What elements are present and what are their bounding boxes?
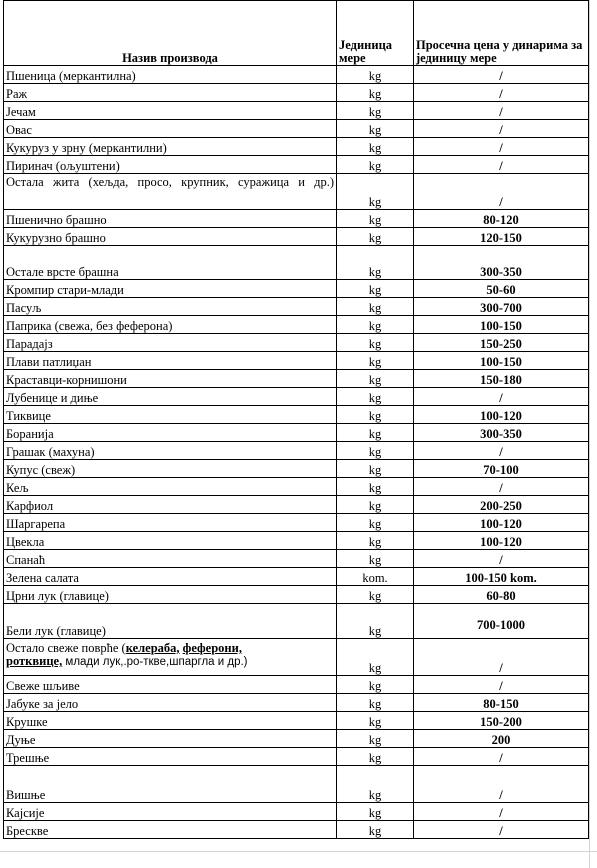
price: / — [414, 442, 589, 460]
header-avg-price: Просечна цена у динарима за јединицу мере — [414, 1, 589, 66]
table-row — [4, 280, 589, 298]
table-row — [4, 803, 589, 821]
product-name: Трешње — [4, 748, 337, 766]
header-row — [4, 1, 589, 66]
product-name: Зелена салата — [4, 568, 337, 586]
table-row — [4, 676, 589, 694]
table-row — [4, 514, 589, 532]
price: / — [414, 748, 589, 766]
table-row — [4, 246, 589, 280]
price: 150-180 — [414, 370, 589, 388]
unit: kg — [337, 460, 414, 478]
table-row — [4, 496, 589, 514]
product-name-line: Остало свеже поврће (келераба, феферони, — [6, 641, 242, 655]
price: 100-150 — [414, 316, 589, 334]
product-name: Бели лук (главице) — [4, 604, 337, 639]
table-row — [4, 478, 589, 496]
table-row — [4, 156, 589, 174]
price: / — [414, 66, 589, 84]
price: / — [414, 821, 589, 839]
table-row — [4, 568, 589, 586]
price: 300-700 — [414, 298, 589, 316]
unit: kg — [337, 694, 414, 712]
table-row — [4, 66, 589, 84]
header-product-name: Назив производа — [4, 1, 337, 66]
unit: kg — [337, 120, 414, 138]
price: 100-120 — [414, 532, 589, 550]
unit: kg — [337, 298, 414, 316]
price: 120-150 — [414, 228, 589, 246]
table-row — [4, 174, 589, 210]
product-name: Пшеница (меркантилна) — [4, 66, 337, 84]
price: 100-120 — [414, 406, 589, 424]
unit: kg — [337, 280, 414, 298]
product-name: Бресквe — [4, 821, 337, 839]
product-name: Кајсије — [4, 803, 337, 821]
unit: kg — [337, 66, 414, 84]
product-name: Пиринач (ољуштени) — [4, 156, 337, 174]
product-name: Јабуке за јело — [4, 694, 337, 712]
product-name: Краставци-корнишони — [4, 370, 337, 388]
unit: kg — [337, 246, 414, 280]
product-name: Свеже шљиве — [4, 676, 337, 694]
unit: kg — [337, 156, 414, 174]
product-name: Кукуруз у зрну (меркантилни) — [4, 138, 337, 156]
table-row — [4, 821, 589, 839]
product-name: Остала жита (хељда, просо, крупник, суражица и др.) — [4, 174, 337, 210]
table-row — [4, 84, 589, 102]
product-name: Пшенично брашно — [4, 210, 337, 228]
price: 80-120 — [414, 210, 589, 228]
unit: kg — [337, 604, 414, 639]
table-row — [4, 316, 589, 334]
table-row — [4, 712, 589, 730]
unit: kg — [337, 388, 414, 406]
price: / — [414, 766, 589, 803]
sheet-gridline — [589, 0, 590, 868]
product-name: Црни лук (главице) — [4, 586, 337, 604]
unit: kg — [337, 138, 414, 156]
unit: kg — [337, 712, 414, 730]
unit: kg — [337, 676, 414, 694]
table-row — [4, 370, 589, 388]
price: 100-120 — [414, 514, 589, 532]
unit: kg — [337, 352, 414, 370]
product-name: Спанаћ — [4, 550, 337, 568]
table-row — [4, 406, 589, 424]
product-name-line: ротквице, млади лук,.ро-тквe,шпаргла и др.) — [6, 654, 248, 668]
product-name: Карфиол — [4, 496, 337, 514]
table-row — [4, 550, 589, 568]
table-row — [4, 424, 589, 442]
unit: kg — [337, 424, 414, 442]
unit: kg — [337, 496, 414, 514]
table-row — [4, 442, 589, 460]
price: 50-60 — [414, 280, 589, 298]
unit: kg — [337, 442, 414, 460]
table-row — [4, 210, 589, 228]
product-name: Плави патлиџан — [4, 352, 337, 370]
unit: kg — [337, 514, 414, 532]
table-row — [4, 604, 589, 639]
product-name: Боранија — [4, 424, 337, 442]
table-row — [4, 298, 589, 316]
table-row — [4, 138, 589, 156]
unit: kg — [337, 532, 414, 550]
table-row — [4, 766, 589, 803]
table-row — [4, 694, 589, 712]
product-name — [4, 639, 337, 676]
product-name: Пасуљ — [4, 298, 337, 316]
price: / — [414, 478, 589, 496]
unit: kg — [337, 730, 414, 748]
unit: kom. — [337, 568, 414, 586]
table-row — [4, 352, 589, 370]
price: / — [414, 803, 589, 821]
unit: kg — [337, 174, 414, 210]
product-name: Тиквице — [4, 406, 337, 424]
product-name: Остале врсте брашна — [4, 246, 337, 280]
table-row — [4, 460, 589, 478]
unit: kg — [337, 748, 414, 766]
table-row — [4, 748, 589, 766]
product-name: Дуње — [4, 730, 337, 748]
price-table — [3, 0, 589, 839]
table-row — [4, 334, 589, 352]
price: / — [414, 156, 589, 174]
product-name: Лубенице и диње — [4, 388, 337, 406]
table-row — [4, 532, 589, 550]
product-name: Цвекла — [4, 532, 337, 550]
price: 80-150 — [414, 694, 589, 712]
unit: kg — [337, 102, 414, 120]
product-name: Кукурузно брашно — [4, 228, 337, 246]
price: 150-200 — [414, 712, 589, 730]
unit: kg — [337, 406, 414, 424]
unit: kg — [337, 228, 414, 246]
price: / — [414, 676, 589, 694]
product-name: Вишње — [4, 766, 337, 803]
unit: kg — [337, 210, 414, 228]
price: / — [414, 388, 589, 406]
table-row — [4, 388, 589, 406]
unit: kg — [337, 639, 414, 676]
product-name: Овас — [4, 120, 337, 138]
price: 60-80 — [414, 586, 589, 604]
header-unit: Јединица мере — [337, 1, 414, 66]
unit: kg — [337, 550, 414, 568]
table-row — [4, 586, 589, 604]
price: 200 — [414, 730, 589, 748]
unit: kg — [337, 586, 414, 604]
unit: kg — [337, 766, 414, 803]
price: / — [414, 102, 589, 120]
product-name: Купус (свеж) — [4, 460, 337, 478]
price: 100-150 — [414, 352, 589, 370]
unit: kg — [337, 84, 414, 102]
sheet-gridline — [0, 851, 597, 852]
table-row — [4, 228, 589, 246]
price: / — [414, 120, 589, 138]
unit: kg — [337, 370, 414, 388]
price: 300-350 — [414, 246, 589, 280]
price: / — [414, 550, 589, 568]
price: 150-250 — [414, 334, 589, 352]
table-row — [4, 120, 589, 138]
price: / — [414, 174, 589, 210]
price: / — [414, 84, 589, 102]
price: 300-350 — [414, 424, 589, 442]
price: 70-100 — [414, 460, 589, 478]
product-name: Кељ — [4, 478, 337, 496]
product-name: Парадајз — [4, 334, 337, 352]
unit: kg — [337, 316, 414, 334]
product-name: Шаргарепа — [4, 514, 337, 532]
table-row — [4, 639, 589, 676]
product-name: Кромпир стари-млади — [4, 280, 337, 298]
table-row — [4, 102, 589, 120]
product-name: Паприка (свежа, без феферона) — [4, 316, 337, 334]
price: 700-1000 — [414, 604, 589, 639]
unit: kg — [337, 821, 414, 839]
unit: kg — [337, 478, 414, 496]
product-name: Јечам — [4, 102, 337, 120]
price: 200-250 — [414, 496, 589, 514]
table-row — [4, 730, 589, 748]
price: / — [414, 639, 589, 676]
product-name: Грашак (махуна) — [4, 442, 337, 460]
price: / — [414, 138, 589, 156]
unit: kg — [337, 334, 414, 352]
unit: kg — [337, 803, 414, 821]
product-name: Крушке — [4, 712, 337, 730]
price: 100-150 kom. — [414, 568, 589, 586]
product-name: Раж — [4, 84, 337, 102]
